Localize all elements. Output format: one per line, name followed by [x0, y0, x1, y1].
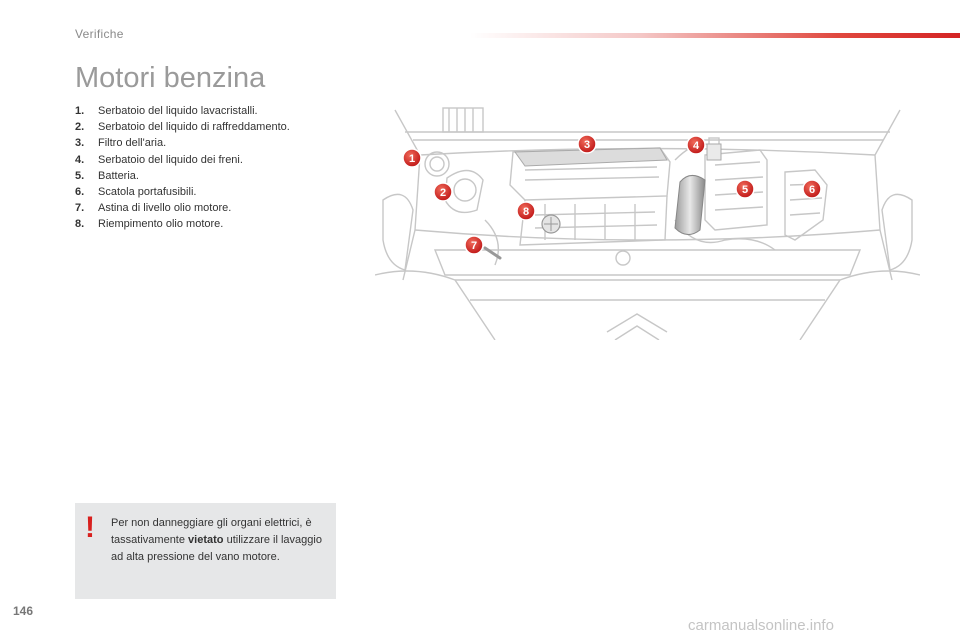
- list-item: [75, 216, 290, 232]
- list-item: [75, 168, 290, 184]
- callout-4: [687, 136, 705, 154]
- list-item: [75, 152, 290, 168]
- item-number: 4.: [75, 153, 85, 166]
- warning-text-before: Per non danneggiare gli organi elettrici, è tassativamente: [111, 517, 312, 546]
- exclamation-icon: !: [85, 511, 95, 544]
- callout-3: [578, 135, 596, 153]
- item-text: Scatola portafusibili.: [98, 186, 197, 199]
- component-list: [75, 103, 290, 233]
- engine-bay-illustration: [375, 100, 920, 340]
- list-item: [75, 184, 290, 200]
- list-item: [75, 119, 290, 135]
- callout-label: 5: [741, 184, 749, 196]
- list-item: [75, 103, 290, 119]
- callout-7: [465, 236, 483, 254]
- list-item: [75, 200, 290, 216]
- callout-1: [403, 149, 421, 167]
- section-title: Verifiche: [75, 27, 124, 41]
- warning-text-bold: vietato: [188, 534, 224, 546]
- callout-2: [434, 183, 452, 201]
- item-number: 7.: [75, 202, 85, 215]
- item-number: 1.: [75, 105, 85, 117]
- item-text: Serbatoio del liquido di raffreddamento.: [98, 121, 290, 134]
- callout-label: 7: [470, 240, 478, 252]
- callout-5: [736, 180, 754, 198]
- item-number: 5.: [75, 169, 85, 182]
- callout-6: [803, 180, 821, 198]
- warning-text-after: utilizzare il lavaggio ad alta pressione del vano motore.: [111, 534, 322, 563]
- item-number: 2.: [75, 121, 85, 134]
- item-number: 3.: [75, 137, 85, 150]
- watermark: carmanualsonline.info: [688, 617, 834, 634]
- item-number: 8.: [75, 218, 85, 231]
- header-accent-bar: [470, 33, 960, 38]
- item-text: Riempimento olio motore.: [98, 218, 224, 231]
- list-item: [75, 135, 290, 151]
- warning-box: [75, 503, 336, 599]
- item-text: Filtro dell'aria.: [98, 137, 167, 150]
- item-text: Batteria.: [98, 169, 139, 182]
- item-number: 6.: [75, 186, 85, 199]
- callout-label: 8: [522, 206, 530, 218]
- callout-8: [517, 202, 535, 220]
- page-title: Motori benzina: [75, 62, 266, 94]
- warning-text: [111, 515, 329, 566]
- callout-label: 6: [808, 184, 816, 196]
- page-number: 146: [13, 604, 34, 618]
- callout-label: 2: [439, 187, 447, 199]
- item-text: Astina di livello olio motore.: [98, 202, 232, 215]
- callout-label: 1: [408, 153, 416, 165]
- callout-label: 4: [692, 140, 700, 152]
- item-text: Serbatoio del liquido lavacristalli.: [98, 105, 258, 117]
- callout-label: 3: [583, 139, 591, 151]
- item-text: Serbatoio del liquido dei freni.: [98, 153, 243, 166]
